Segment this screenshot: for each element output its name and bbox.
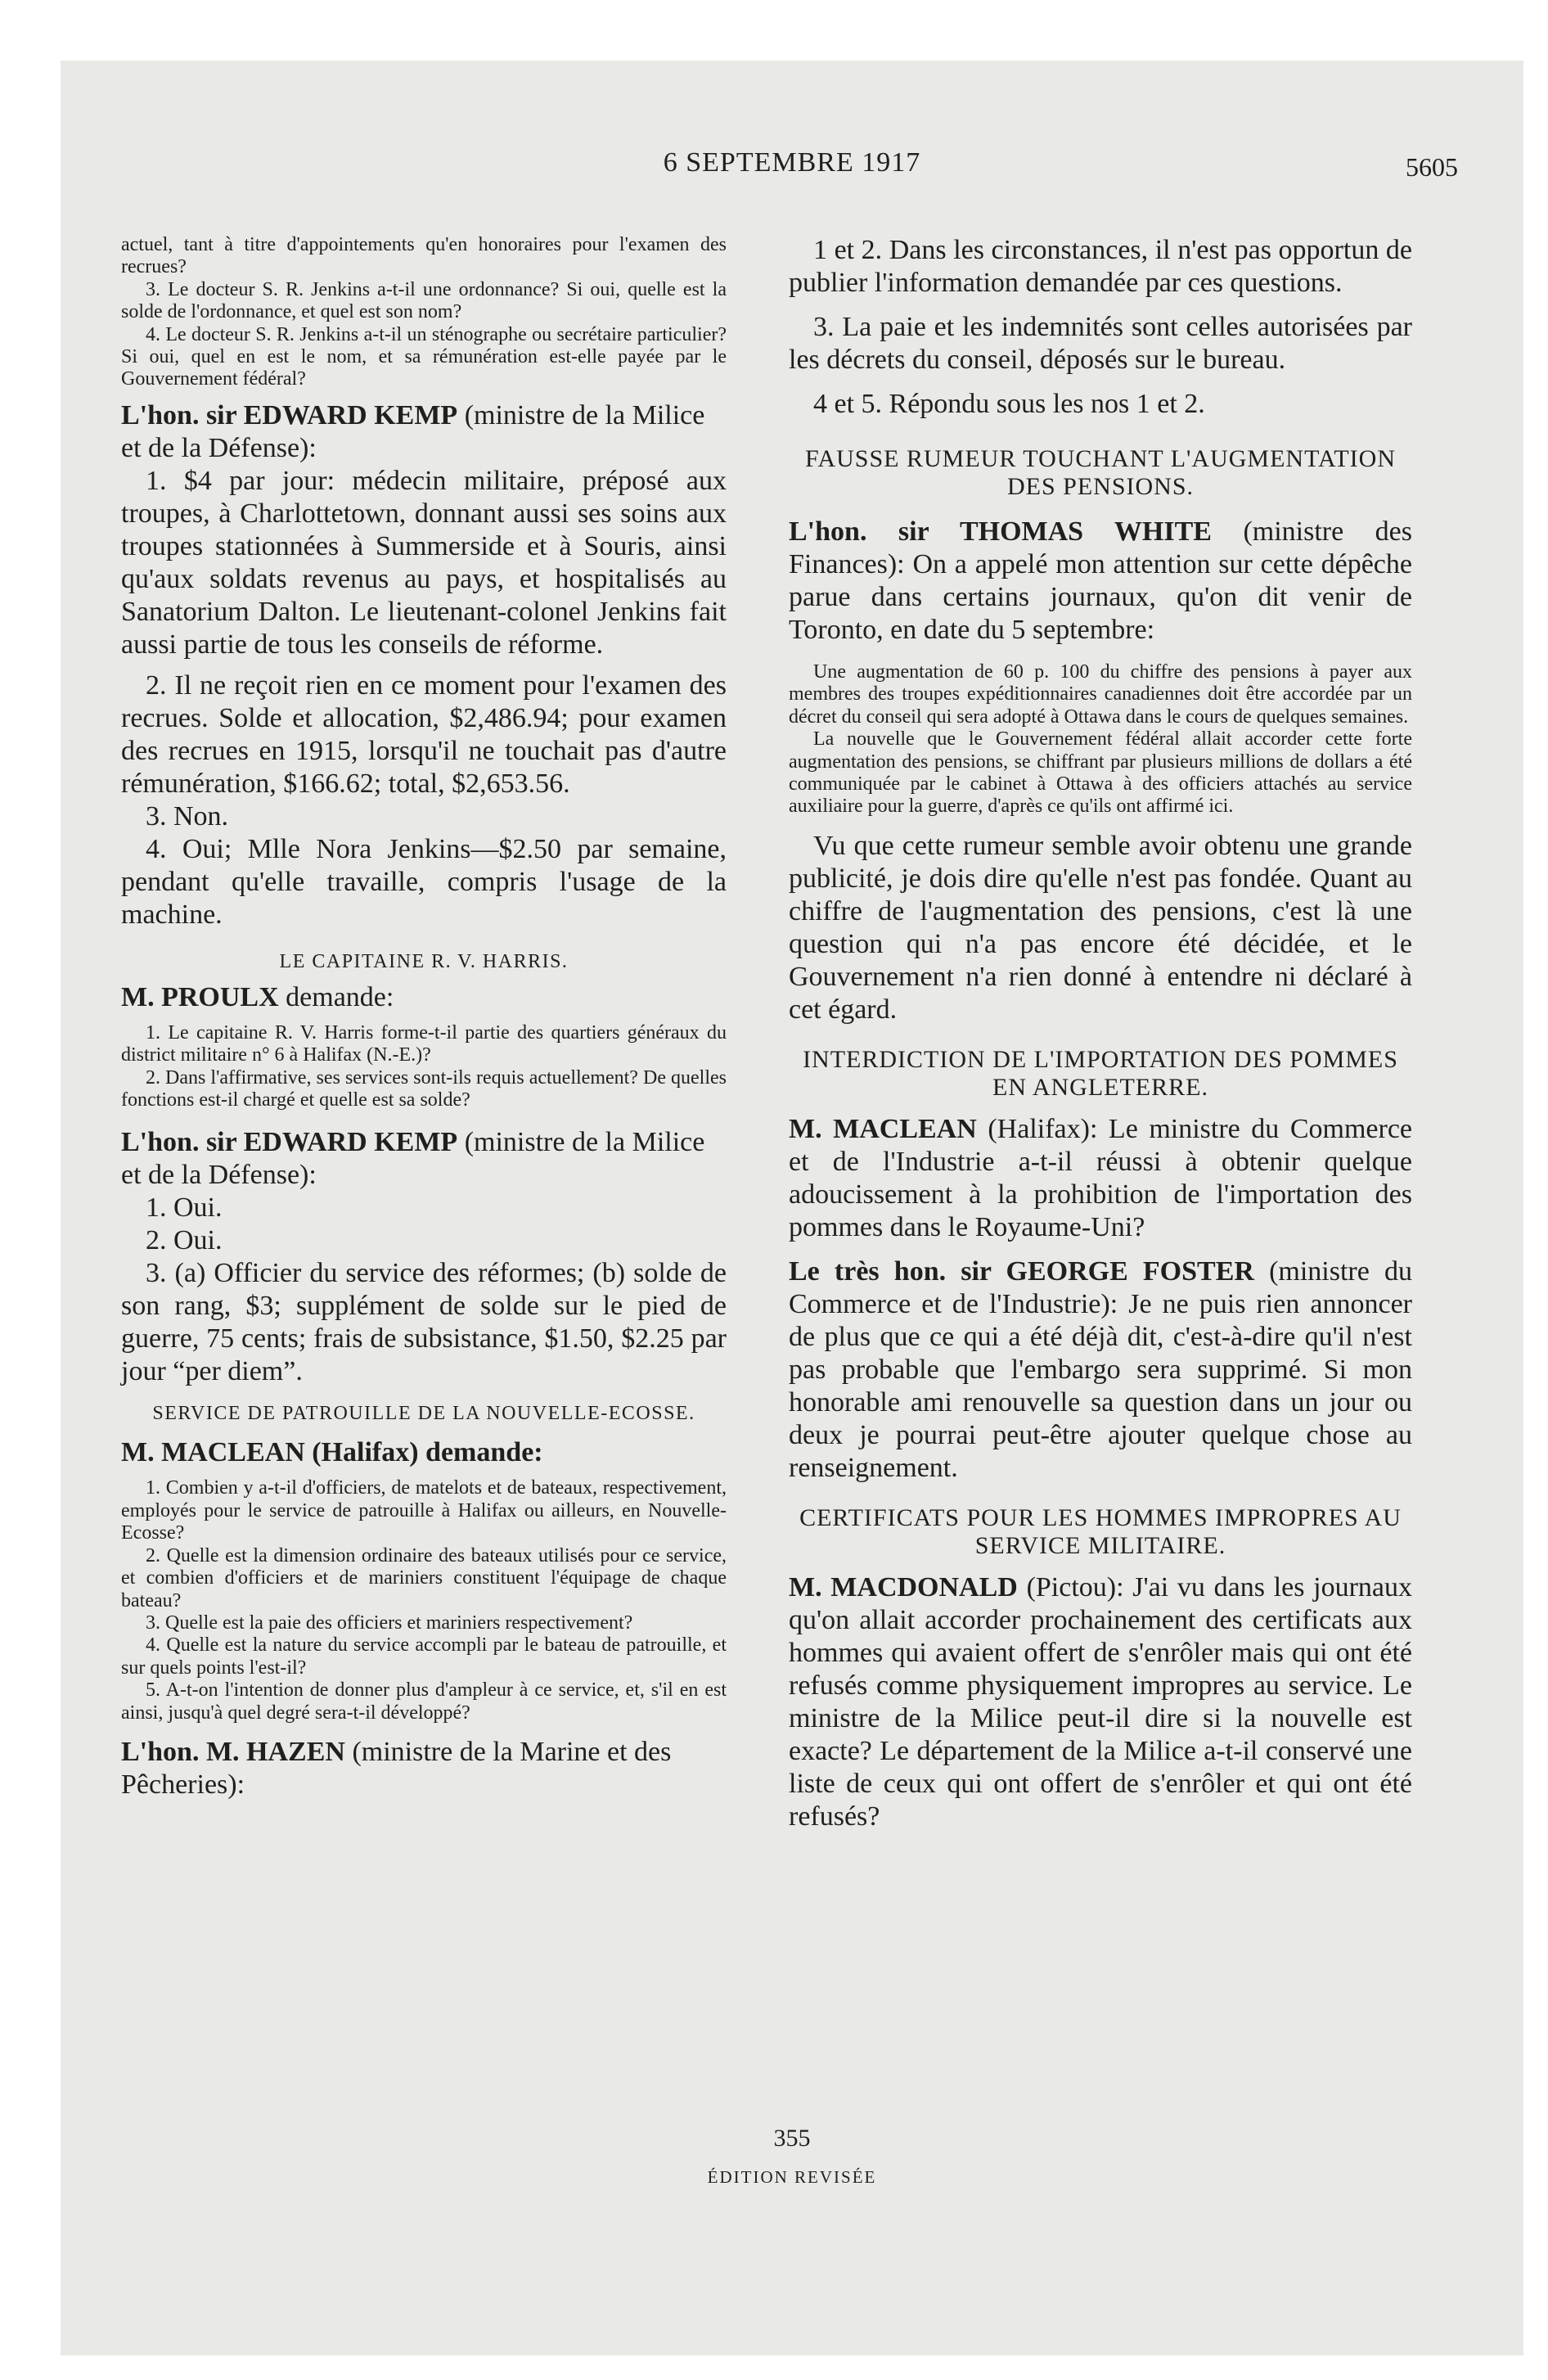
- answer-1: 1. $4 par jour: médecin militaire, préposé aux troupes, à Charlottetown, donnant aussi ses soins aux troupes stationnées à Summerside et à Souris, ainsi qu'aux soldats revenus au pays, et hospitalisés au Sanatorium Dalton. Le lieutenant-colonel Jenkins fait aussi partie de tous les conseils de réforme.: [121, 465, 727, 660]
- answer-2: 2. Il ne reçoit rien en ce moment pour l'examen des recrues. Solde et allocation, $2,486.94; pour examen des recrues en 1915, lorsqu'il ne touchait pas d'autre rémunération, $166.62; total, $2,653.56.: [121, 669, 727, 799]
- header-page-number: 5605: [1406, 152, 1458, 182]
- speaker-statement: (Halifax): Le ministre du Commerce et de l'Industrie a-t-il réussi à obtenir quelque adoucissement à la prohibition de l'importation des pommes dans le Royaume-Uni?: [789, 1113, 1412, 1242]
- speaker-hazen: [121, 1736, 727, 1801]
- speaker-action: demande:: [286, 981, 394, 1012]
- speaker-maclean-pommes: [789, 1113, 1412, 1244]
- speaker-macdonald: [789, 1571, 1412, 1833]
- patrol-question-5: 5. A-t-on l'intention de donner plus d'ampleur à ce service, et, s'il en est ainsi, jusqu'à quel degré sera-t-il développé?: [121, 1679, 727, 1724]
- scanned-page: [61, 61, 1523, 2355]
- harris-question-2: 2. Dans l'affirmative, ses services sont-ils requis actuellement? De quelles fonctions est-il chargé et quelle est sa solde?: [121, 1066, 727, 1111]
- speaker-name: M. MACDONALD: [789, 1571, 1018, 1602]
- question-continuation: actuel, tant à titre d'appointements qu'en honoraires pour l'examen des recrues?: [121, 234, 727, 278]
- heading-capitaine-harris: LE CAPITAINE R. V. HARRIS.: [279, 950, 569, 972]
- speaker-name: L'hon. sir EDWARD KEMP: [121, 399, 458, 430]
- harris-answer-2: 2. Oui.: [146, 1225, 223, 1256]
- hazen-answer-4-5: 4 et 5. Répondu sous les nos 1 et 2.: [813, 389, 1205, 419]
- speaker-title: (ministre de la Milice et de la Défense):: [121, 1127, 705, 1191]
- harris-answer-1: 1. Oui.: [146, 1192, 223, 1224]
- question-4: 4. Le docteur S. R. Jenkins a-t-il un sténographe ou secrétaire particulier? Si oui, quel en est le nom, et sa rémunération est-elle payée par le Gouvernement fédéral?: [121, 323, 727, 390]
- quoted-dispatch-2: La nouvelle que le Gouvernement fédéral allait accorder cette forte augmentation des pensions, se chiffrant par plusieurs millions de dollars a été communiquée par le cabinet à Ottawa à des officiers attachés au service auxiliaire pour la guerre, d'après ce qu'ils ont affirmé ici.: [789, 728, 1412, 818]
- speaker-proulx: [121, 981, 727, 1014]
- harris-question-1: 1. Le capitaine R. V. Harris forme-t-il partie des quartiers généraux du district militaire n° 6 à Halifax (N.-E.)?: [121, 1021, 727, 1066]
- speaker-title: (ministre de la Milice et de la Défense):: [121, 399, 705, 463]
- footer-number: 355: [773, 2125, 811, 2152]
- quoted-dispatch-1: Une augmentation de 60 p. 100 du chiffre des pensions à payer aux membres des troupes expéditionnaires canadiennes doit être accordée par un décret du conseil qui sera adopté à Ottawa dans le cours de quelques semaines.: [789, 661, 1412, 728]
- speaker-kemp-2: [121, 1126, 727, 1192]
- harris-answer-3: 3. (a) Officier du service des réformes; (b) solde de son rang, $3; supplément de solde sur le pied de guerre, 75 cents; frais de subsistance, $1.50, $2.25 par jour “per diem”.: [121, 1258, 727, 1387]
- right-column: [789, 234, 1412, 1833]
- patrol-question-3: 3. Quelle est la paie des officiers et mariniers respectivement?: [146, 1611, 633, 1634]
- speaker-white: [789, 516, 1412, 647]
- footer-edition: ÉDITION REVISÉE: [707, 2167, 877, 2187]
- speaker-maclean-demande: M. MACLEAN (Halifax) demande:: [121, 1437, 543, 1468]
- speaker-statement: (Pictou): J'ai vu dans les journaux qu'on allait accorder prochainement des certificats aux hommes qui avaient offert de s'enrôler mais qui ont été refusés comme physiquement impropres au service. Le ministre de la Milice peut-il dire si la nouvelle est exacte? Le département de la Milice a-t-il conservé une liste de ceux qui ont offert de s'enrôler et qui ont été refusés?: [789, 1571, 1412, 1832]
- header-date: 6 SEPTEMBRE 1917: [663, 147, 921, 178]
- speaker-statement: (ministre des Finances): On a appelé mon attention sur cette dépêche parue dans certains journaux, qu'on dit venir de Toronto, en date du 5 septembre:: [789, 516, 1413, 645]
- patrol-question-4: 4. Quelle est la nature du service accompli par le bateau de patrouille, et sur quels points l'est-il?: [121, 1634, 727, 1679]
- speaker-kemp-1: [121, 399, 727, 465]
- patrol-question-1: 1. Combien y a-t-il d'officiers, de matelots et de bateaux, respectivement, employés pour le service de patrouille à Halifax ou ailleurs, en Nouvelle-Ecosse?: [121, 1477, 727, 1544]
- hazen-answer-3: 3. La paie et les indemnités sont celles autorisées par les décrets du conseil, déposés sur le bureau.: [789, 312, 1412, 375]
- page-header: [61, 147, 1523, 196]
- speaker-name: L'hon. sir THOMAS WHITE: [789, 516, 1212, 547]
- heading-service-patrouille: SERVICE DE PATROUILLE DE LA NOUVELLE-ECOSSE.: [152, 1403, 695, 1425]
- speaker-name: L'hon. sir EDWARD KEMP: [121, 1127, 458, 1158]
- left-column: [121, 234, 727, 1801]
- answer-4: 4. Oui; Mlle Nora Jenkins—$2.50 par semaine, pendant qu'elle travaille, compris l'usage de la machine.: [121, 833, 727, 930]
- speaker-statement: (ministre du Commerce et de l'Industrie): Je ne puis rien annoncer de plus que ce qui a été déjà dit, c'est-à-dire qu'il n'est pas probable que l'embargo sera supprimé. Si mon honorable ami renouvelle sa question dans un jour ou deux je pourrai peut-être ajouter quelque chose au renseignement.: [789, 1255, 1412, 1483]
- question-3: 3. Le docteur S. R. Jenkins a-t-il une ordonnance? Si oui, quelle est la solde de l'ordonnance, et quel est son nom?: [121, 278, 727, 323]
- hazen-answer-1-2: 1 et 2. Dans les circonstances, il n'est pas opportun de publier l'information demandée par ces questions.: [789, 235, 1412, 298]
- patrol-question-2: 2. Quelle est la dimension ordinaire des bateaux utilisés pour ce service, et combien d'officiers et de mariniers constituent l'équipage de chaque bateau?: [121, 1544, 727, 1611]
- heading-certificats: CERTIFICATS POUR LES HOMMES IMPROPRES AU SERVICE MILITAIRE.: [799, 1503, 1402, 1559]
- heading-interdiction-pommes: INTERDICTION DE L'IMPORTATION DES POMMES EN ANGLETERRE.: [803, 1045, 1398, 1101]
- white-reply: Vu que cette rumeur semble avoir obtenu une grande publicité, je dois dire qu'elle n'est pas fondée. Quant au chiffre de l'augmentation des pensions, c'est là une question qui n'a pas encore été décidée, et le Gouvernement n'a rien donné à entendre ni déclaré à cet égard.: [789, 830, 1412, 1025]
- heading-fausse-rumeur: FAUSSE RUMEUR TOUCHANT L'AUGMENTATION DES PENSIONS.: [805, 445, 1396, 500]
- speaker-name: M. MACLEAN: [789, 1113, 977, 1144]
- answer-3: 3. Non.: [146, 800, 229, 832]
- speaker-title: (ministre de la Marine et des Pêcheries):: [121, 1736, 672, 1800]
- speaker-name: L'hon. M. HAZEN: [121, 1736, 345, 1767]
- speaker-foster: [789, 1255, 1412, 1485]
- speaker-name: M. PROULX: [121, 981, 279, 1012]
- speaker-name: Le très hon. sir GEORGE FOSTER: [789, 1255, 1254, 1287]
